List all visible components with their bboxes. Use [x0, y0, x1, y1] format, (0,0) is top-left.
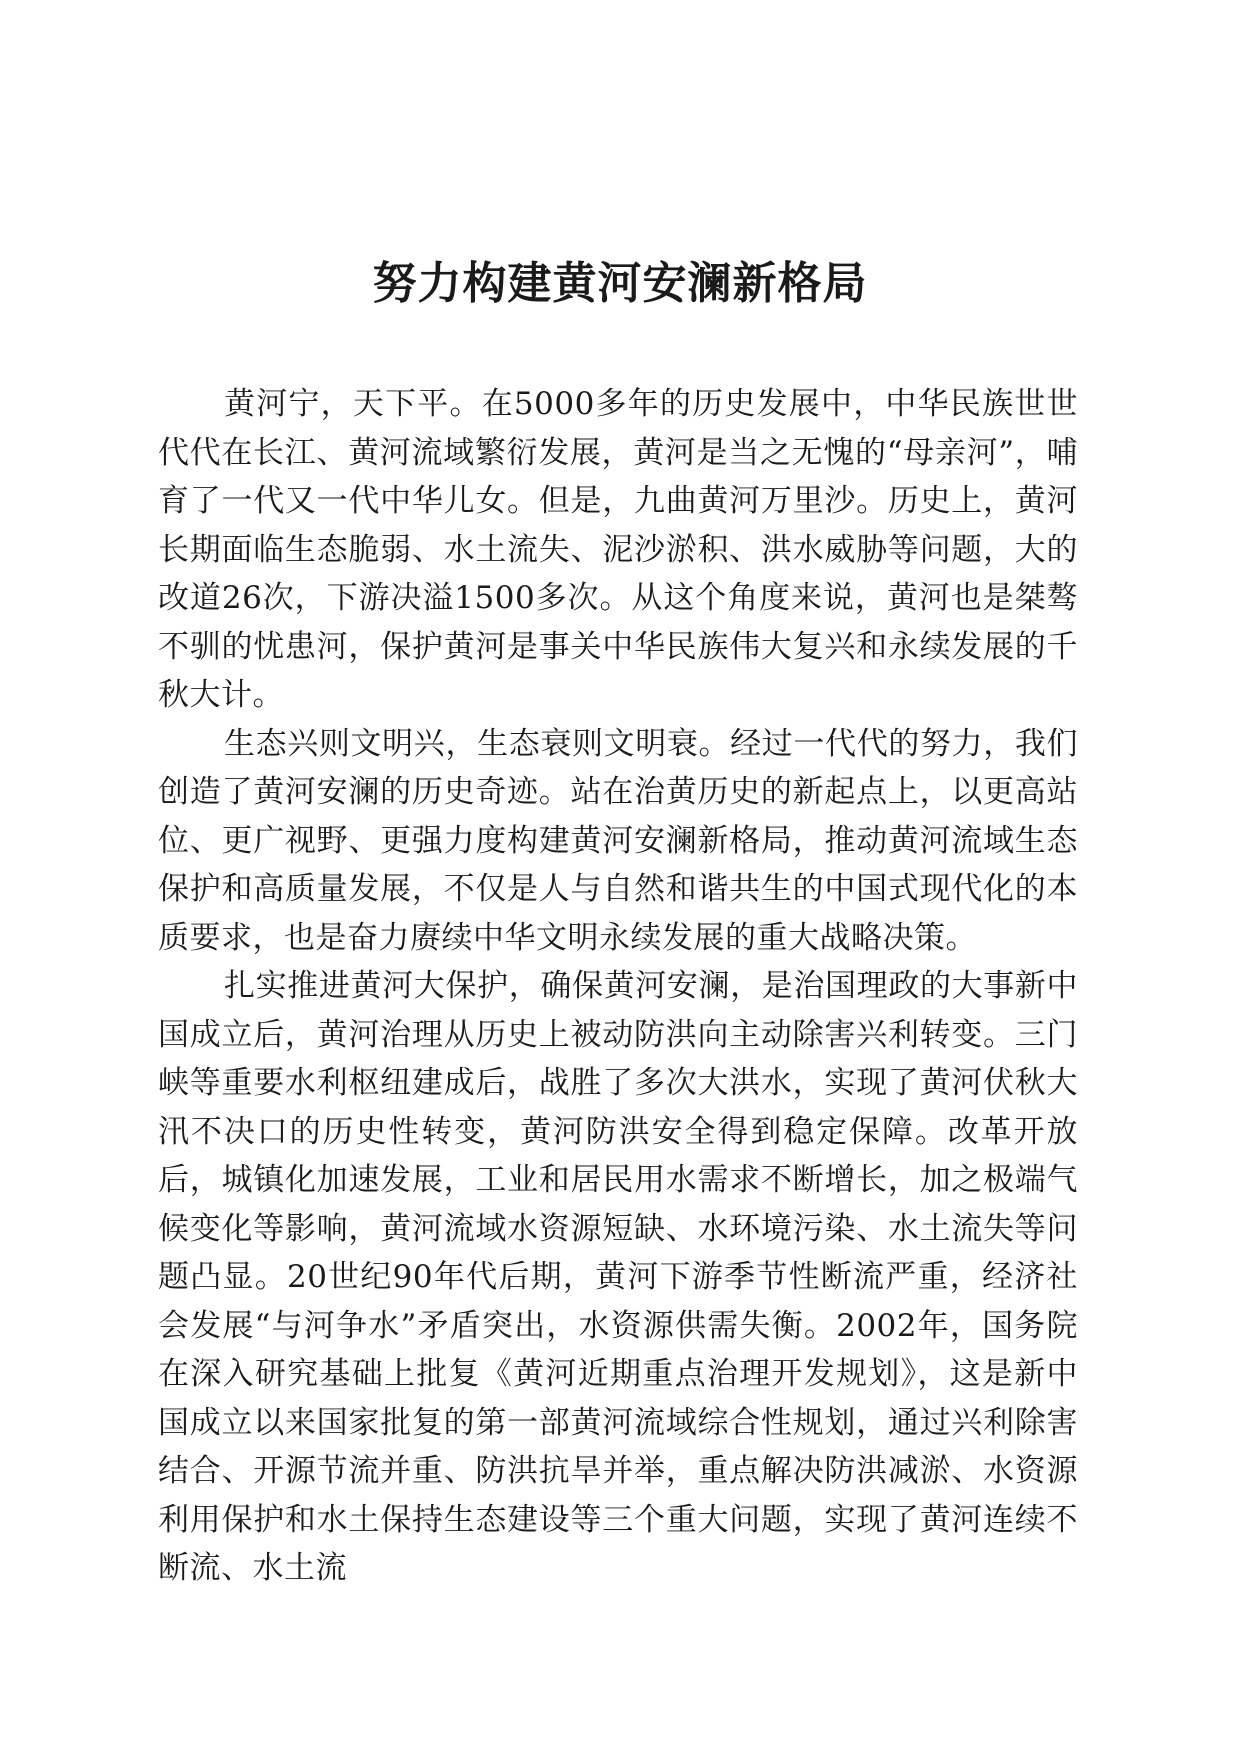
document-body — [158, 380, 1078, 1593]
paragraph-1: 黄河宁，天下平。在5000多年的历史发展中，中华民族世世代代在长江、黄河流域繁衍发展，黄河是当之无愧的“母亲河”，哺育了一代又一代中华儿女。但是，九曲黄河万里沙。历史上，黄河长期面临生态脆弱、水土流失、泥沙淤积、洪水威胁等问题，大的改道26次，下游决溢1500多次。从这个角度来说，黄河也是桀骜不驯的忧患河，保护黄河是事关中华民族伟大复兴和永续发展的千秋大计。 — [158, 386, 1078, 713]
paragraph-3: 扎实推进黄河大保护，确保黄河安澜，是治国理政的大事新中国成立后，黄河治理从历史上被动防洪向主动除害兴利转变。三门峡等重要水利枢纽建成后，战胜了多次大洪水，实现了黄河伏秋大汛不决口的历史性转变，黄河防洪安全得到稳定保障。改革开放后，城镇化加速发展，工业和居民用水需求不断增长，加之极端气候变化等影响，黄河流域水资源短缺、水环境污染、水土流失等问题凸显。20世纪90年代后期，黄河下游季节性断流严重，经济社会发展“与河争水”矛盾突出，水资源供需失衡。2002年，国务院在深入研究基础上批复《黄河近期重点治理开发规划》，这是新中国成立以来国家批复的第一部黄河流域综合性规划，通过兴利除害结合、开源节流并重、防洪抗旱并举，重点解决防洪减淤、水资源利用保护和水土保持生态建设等三个重大问题，实现了黄河连续不断流、水土流 — [158, 968, 1078, 1586]
paragraph-2: 生态兴则文明兴，生态衰则文明衰。经过一代代的努力，我们创造了黄河安澜的历史奇迹。站在治黄历史的新起点上，以更高站位、更广视野、更强力度构建黄河安澜新格局，推动黄河流域生态保护和高质量发展，不仅是人与自然和谐共生的中国式现代化的本质要求，也是奋力赓续中华文明永续发展的重大战略决策。 — [158, 725, 1078, 956]
document-title: 努力构建黄河安澜新格局 — [372, 258, 868, 309]
